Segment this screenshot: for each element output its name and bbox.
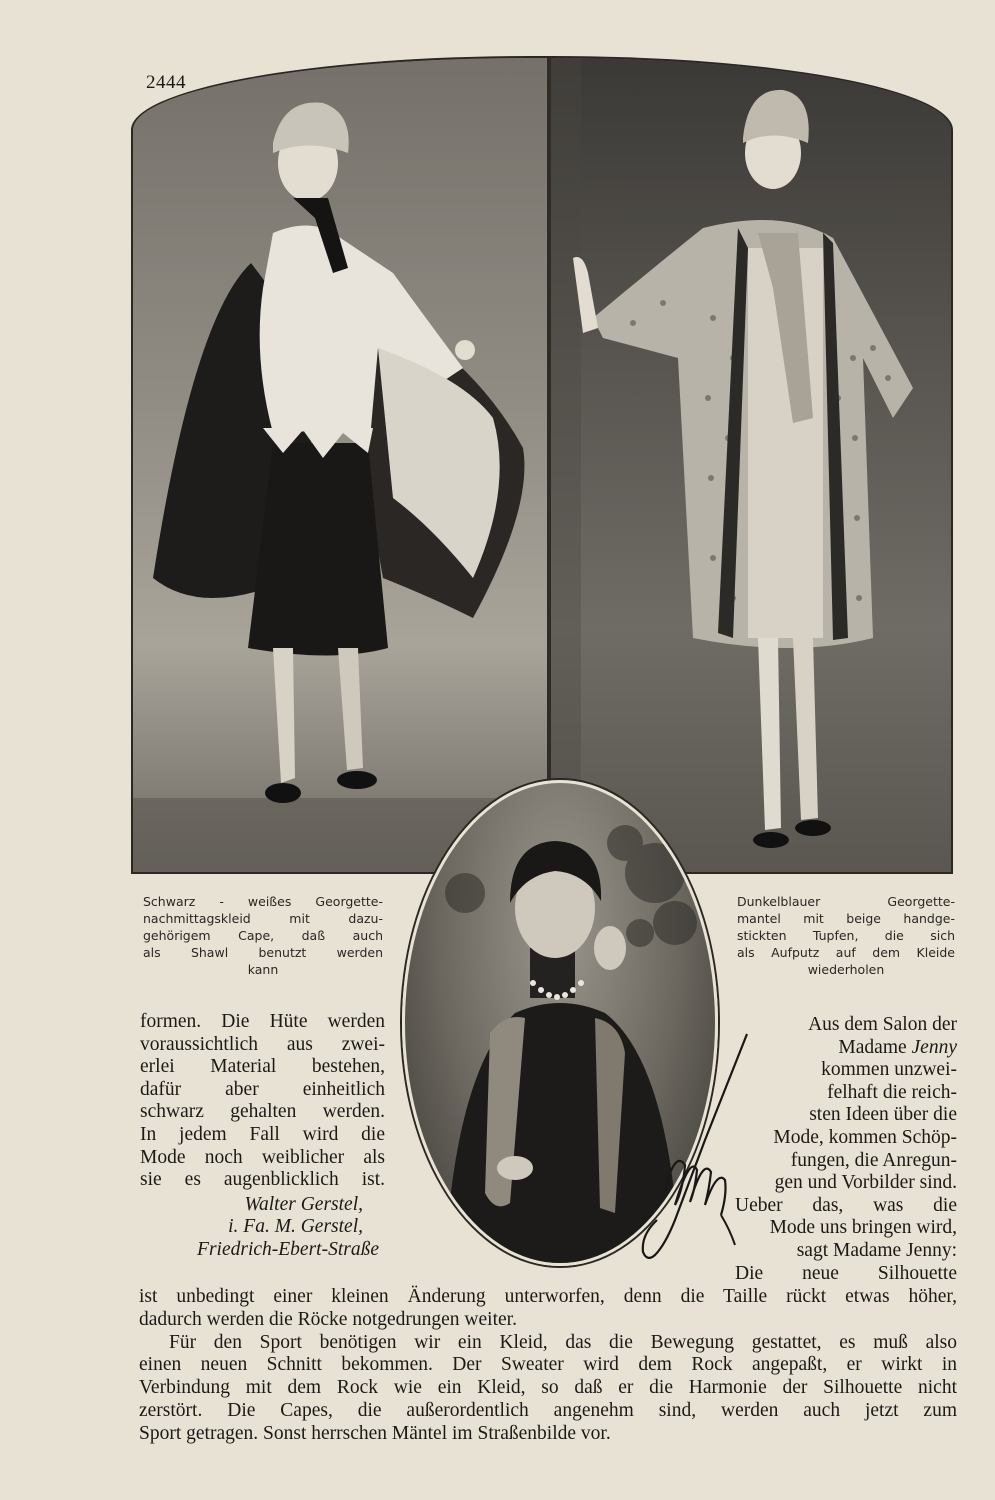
author-attribution	[140, 1194, 385, 1262]
body-line-madame-jenny	[735, 1037, 957, 1060]
caption-right-line: wiederholen	[807, 962, 885, 977]
author-name: Walter Gerstel,	[244, 1193, 363, 1215]
body-line: Die neue Silhouette	[735, 1262, 957, 1284]
body-line: dadurch werden die Röcke notgedrungen weiter.	[139, 1308, 517, 1330]
caption-right-line: mantel mit beige handge-	[737, 911, 955, 926]
caption-left-line: kann	[247, 962, 279, 977]
body-line: Mode, kommen Schöp-	[773, 1126, 957, 1148]
body-line: voraussichtlich aus zwei-	[140, 1033, 385, 1055]
body-line: einen neuen Schnitt bekommen. Der Sweater wird dem Rock angepaßt, er wirkt in	[139, 1354, 957, 1376]
body-line: Verbindung mit dem Rock wie ein Kleid, so daß er die Harmonie der Silhouette nicht	[139, 1377, 957, 1399]
body-line: sie es augenblicklich ist.	[140, 1169, 385, 1191]
fashion-photo	[131, 56, 953, 874]
body-line: sten Ideen über die	[809, 1104, 957, 1126]
body-line: ist unbedingt einer kleinen Änderung unterworfen, denn die Taille rückt etwas höher,	[139, 1286, 957, 1307]
caption-right	[737, 893, 955, 978]
body-line: schwarz gehalten werden.	[140, 1101, 385, 1123]
author-street: Friedrich-Ebert-Straße	[197, 1238, 379, 1260]
body-line: erlei Material bestehen,	[140, 1056, 385, 1078]
caption-right-line: Dunkelblauer Georgette-	[737, 894, 955, 909]
jenny-name: Jenny	[911, 1036, 957, 1058]
body-line: sagt Madame Jenny:	[796, 1239, 957, 1261]
body-line: fungen, die Anregun-	[790, 1149, 957, 1171]
right-model-figure	[551, 58, 913, 872]
caption-right-line: als Aufputz auf dem Kleide	[737, 945, 955, 960]
caption-left-line: Schwarz - weißes Georgette-	[143, 894, 383, 909]
right-text-column	[735, 1014, 957, 1285]
caption-left-line: nachmittagskleid mit dazu-	[143, 911, 383, 926]
body-line: formen. Die Hüte werden	[140, 1011, 385, 1032]
body-line: felhaft die reich-	[827, 1081, 957, 1103]
author-firm: i. Fa. M. Gerstel,	[228, 1216, 363, 1238]
left-text-column	[140, 1011, 385, 1262]
model-figures-illustration	[133, 58, 951, 872]
left-model-figure	[153, 103, 524, 804]
body-line: In jedem Fall wird die	[140, 1123, 385, 1145]
body-line: Ueber das, was die	[735, 1194, 957, 1216]
madame-prefix: Madame	[838, 1036, 912, 1058]
body-line: Aus dem Salon der	[808, 1014, 957, 1035]
body-line: dafür aber einheitlich	[140, 1078, 385, 1100]
body-line: Mode noch weiblicher als	[140, 1146, 385, 1168]
caption-left-line: als Shawl benutzt werden	[143, 945, 383, 960]
body-line: gen und Vorbilder sind.	[774, 1172, 957, 1194]
body-line: zerstört. Die Capes, die außerordentlich angenehm sind, werden auch jetzt zum	[139, 1399, 957, 1421]
caption-left-line: gehörigem Cape, daß auch	[143, 928, 383, 943]
caption-left	[143, 893, 383, 978]
caption-right-line: stickten Tupfen, die sich	[737, 928, 955, 943]
body-line: kommen unzwei-	[821, 1059, 957, 1081]
full-width-text	[139, 1286, 957, 1446]
body-line: Mode uns bringen wird,	[769, 1217, 957, 1239]
body-line: Sport getragen. Sonst herrschen Mäntel im Straßenbilde vor.	[139, 1422, 611, 1444]
body-line: Für den Sport benötigen wir ein Kleid, das die Bewegung gestattet, es muß also	[169, 1331, 957, 1353]
